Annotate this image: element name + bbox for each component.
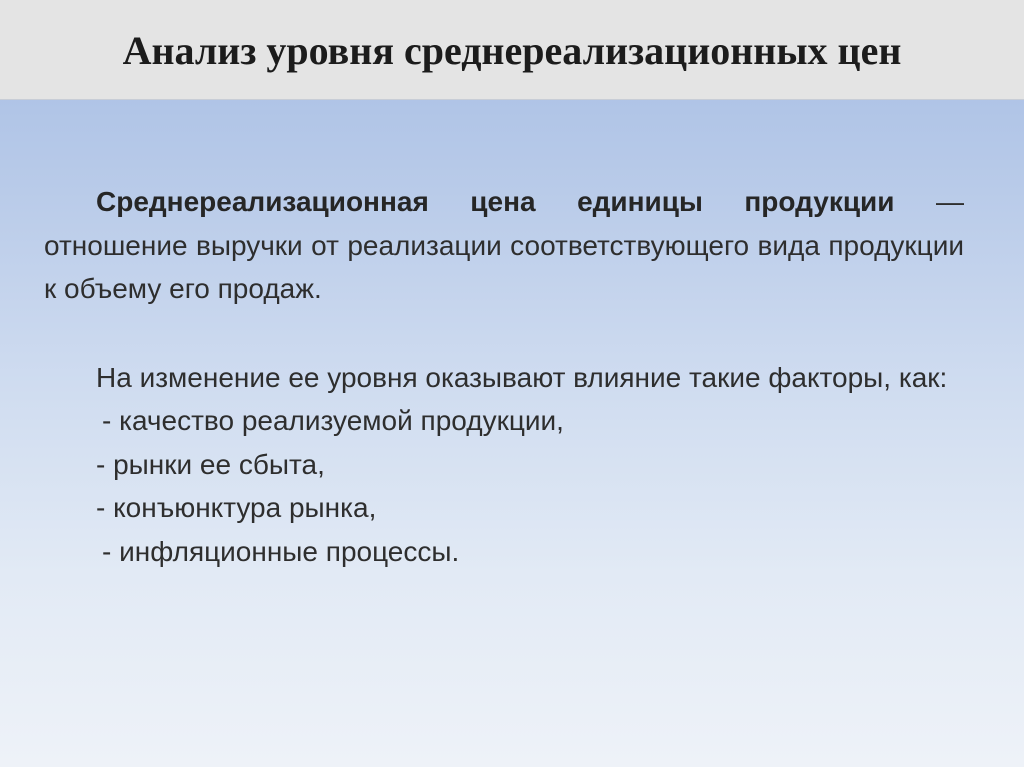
factor-item: - качество реализуемой продукции, <box>102 405 564 436</box>
definition-term: Среднереализационная цена единицы продукции <box>96 186 895 217</box>
slide-content <box>44 180 964 573</box>
slide-title: Анализ уровня среднереализационных цен <box>122 28 902 73</box>
definition-text: — отношение выручки от реализации соответствующего вида продукции к объему его продаж. <box>44 186 964 304</box>
paragraph-spacer <box>44 311 964 356</box>
factor-item: - рынки ее сбыта, <box>96 448 325 480</box>
factors-list <box>44 399 964 573</box>
factor-item: - инфляционные процессы. <box>102 535 460 567</box>
title-bar <box>0 0 1024 100</box>
factor-item: - конъюнктура рынка, <box>96 492 377 523</box>
factors-intro: На изменение ее уровня оказывают влияние такие факторы, как: <box>96 361 948 393</box>
definition-paragraph <box>44 180 964 311</box>
